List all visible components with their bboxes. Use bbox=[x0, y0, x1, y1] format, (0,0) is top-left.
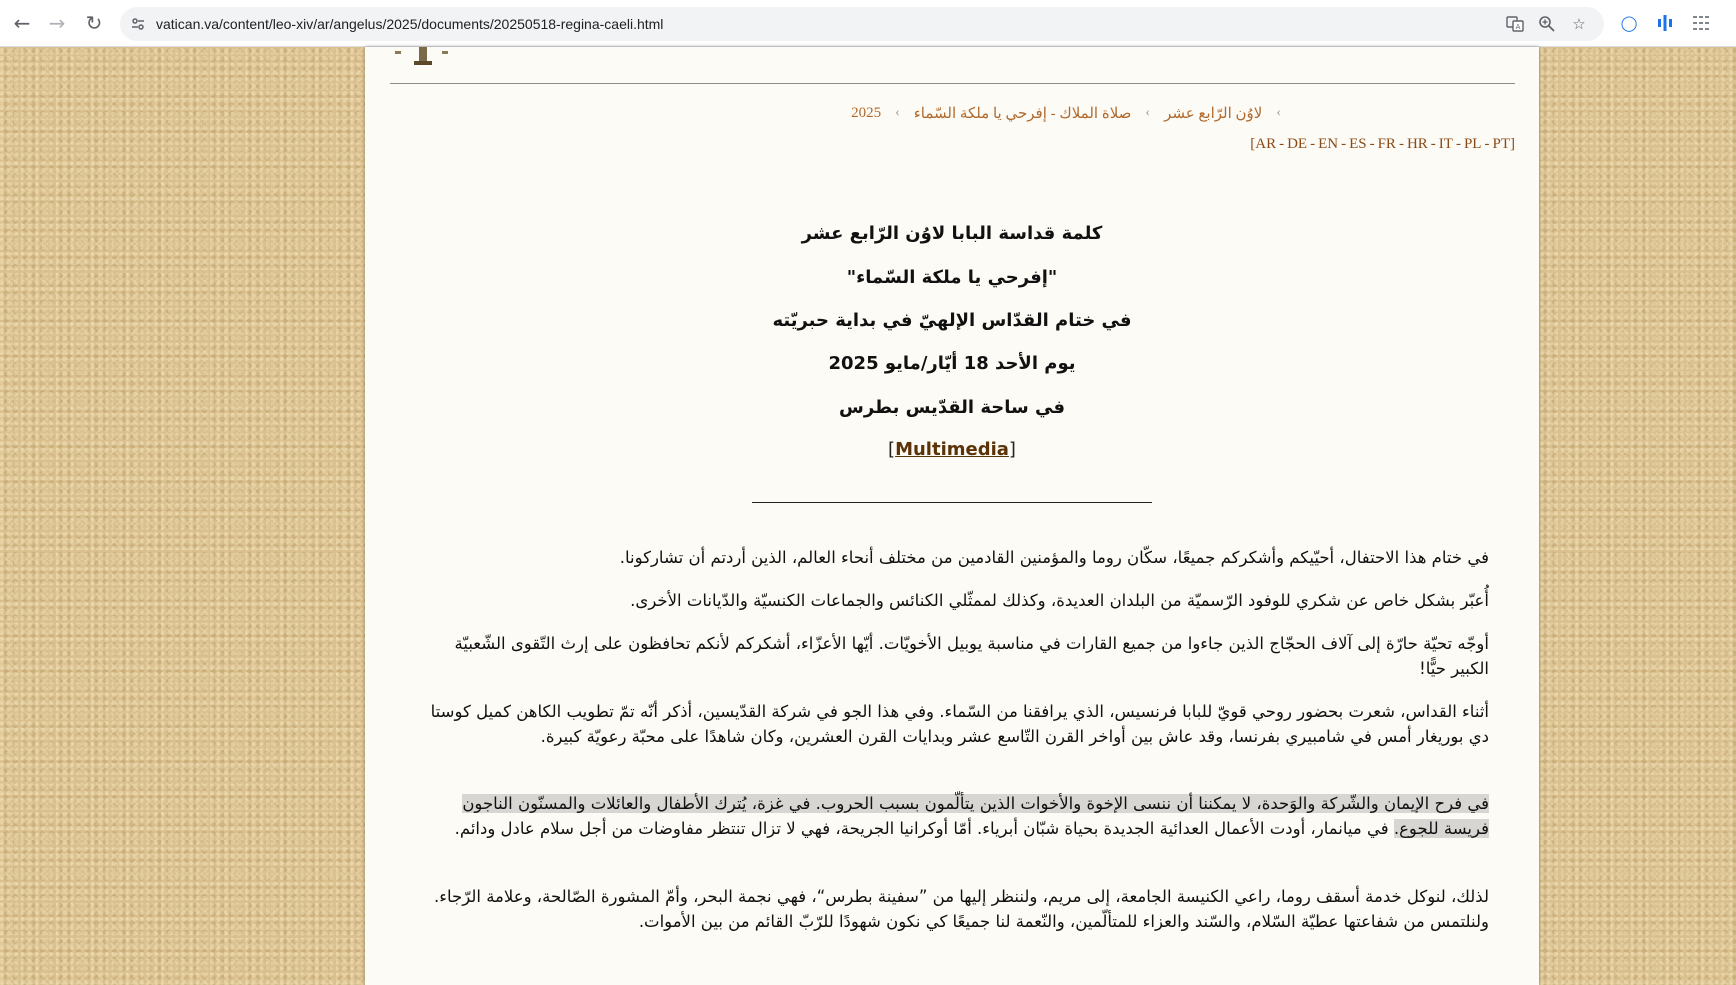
paragraph-5-rest: في ميانمار، أودت الأعمال العدائية الجديدة بحياة شبّان أبرياء. أمّا أوكرانيا الجريحة، فهي لا تزال تنتظر مفاوضات من أجل سلام عادل ودائم. bbox=[454, 819, 1394, 838]
lang-es[interactable]: ES bbox=[1349, 136, 1367, 152]
chevron-left-icon: ‹ bbox=[1145, 105, 1151, 120]
extension-grid-icon[interactable] bbox=[1688, 10, 1714, 36]
forward-icon[interactable]: → bbox=[48, 11, 66, 35]
translate-icon[interactable] bbox=[1502, 11, 1528, 37]
lang-hr[interactable]: HR bbox=[1406, 136, 1428, 152]
chevron-left-icon: ‹ bbox=[895, 105, 900, 120]
extension-shield-icon[interactable]: ◯ bbox=[1620, 14, 1638, 32]
breadcrumb-angelus[interactable]: صلاة الملاك - إفرحي يا ملكة السّماء bbox=[913, 105, 1132, 122]
paragraph-1: في ختام هذا الاحتفال، أحيّيكم وأشكركم جميعًا، سكّان روما والمؤمنين القادمين من مختلف أنحاء العالم، الذين أردتم أن تشاركونا. bbox=[619, 548, 1489, 567]
url-text[interactable]: vatican.va/content/leo-xiv/ar/angelus/2025/documents/20250518-regina-caeli.html bbox=[156, 16, 664, 32]
bookmark-star-icon[interactable]: ☆ bbox=[1572, 15, 1586, 33]
title-line-2: "إفرحي يا ملكة السّماء" bbox=[846, 267, 1058, 288]
breadcrumb-pope[interactable]: لاوُن الرّابع عشر bbox=[1164, 105, 1263, 122]
back-icon[interactable]: ← bbox=[13, 11, 31, 35]
zoom-icon[interactable] bbox=[1534, 11, 1560, 37]
title-location: في ساحة القدّيس بطرس bbox=[839, 397, 1065, 418]
svg-text:A: A bbox=[1515, 23, 1521, 31]
lang-de[interactable]: DE bbox=[1287, 136, 1308, 152]
lang-pt[interactable]: PT bbox=[1492, 136, 1510, 152]
lang-it[interactable]: IT bbox=[1438, 136, 1453, 152]
browser-toolbar bbox=[0, 0, 1736, 47]
lang-ar[interactable]: AR bbox=[1255, 136, 1277, 152]
header-divider bbox=[390, 83, 1515, 84]
page-content bbox=[365, 47, 1539, 985]
title-line-3: في ختام القدّاس الإلهيّ في بداية حبريّته bbox=[772, 310, 1132, 331]
paragraph-2: أُعبّر بشكل خاص عن شكري للوفود الرّسميّة من البلدان العديدة، وكذلك لممثّلي الكنائس والجماعات الكنسيّة والدّيانات الأخرى. bbox=[630, 591, 1489, 610]
language-selector: [AR - DE - EN - ES - FR - HR - IT - PL - PT] bbox=[1250, 136, 1515, 152]
lang-pl[interactable]: PL bbox=[1463, 136, 1482, 152]
title-separator bbox=[752, 502, 1152, 503]
title-date: يوم الأحد 18 أيّار/مايو 2025 bbox=[828, 353, 1076, 374]
reload-icon[interactable]: ↻ bbox=[85, 11, 103, 35]
breadcrumb-year[interactable]: 2025 bbox=[851, 104, 882, 121]
extension-audio-icon[interactable] bbox=[1652, 10, 1678, 36]
multimedia-link-wrapper: [Multimedia] bbox=[888, 439, 1016, 460]
site-info-icon[interactable] bbox=[126, 12, 150, 36]
multimedia-link[interactable]: Multimedia bbox=[895, 439, 1009, 460]
address-bar[interactable] bbox=[120, 7, 1604, 41]
lang-en[interactable]: EN bbox=[1318, 136, 1339, 152]
selected-text-highlight[interactable]: في فرح الإيمان والشّركة والوَحدة، لا يمكننا أن ننسى الإخوة والأخوات الذين يتألّمون بسبب الحروب. في غزة، يُترك الأطفال والعائلات والمسنّون الناجون فريسة للجوع. bbox=[462, 794, 1489, 838]
lang-fr[interactable]: FR bbox=[1377, 136, 1396, 152]
breadcrumb bbox=[851, 101, 1295, 125]
vatican-logo-icon[interactable] bbox=[392, 47, 452, 67]
paragraph-4: أثناء القداس، شعرت بحضور روحي قويّ للبابا فرنسيس، الذي يرافقنا من السّماء. وفي هذا الجو في شركة القدّيسين، أذكر أنّه تمّ تطويب الكاهن كميل كوستا دي بوريغار أمس في شامبيري بفرنسا، وقد عاش بين أواخر القرن التّاسع عشر وبدايات القرن العشرين، وكان شاهدًا على محبّة رعويّة كبيرة. bbox=[430, 702, 1489, 746]
paragraph-6: لذلك، لنوكل خدمة أسقف روما، راعي الكنيسة الجامعة، إلى مريم، ولننظر إليها من ”سفينة بطرس“، فهي نجمة البحر، وأمّ المشورة الصّالحة، وعلامة الرّجاء. ولنلتمس من شفاعتها عطيّة السّلام، والسّند والعزاء للمتألّمين، والنّعمة لنا جميعًا كي نكون شهودًا للرّبّ القائم من بين الأموات. bbox=[434, 887, 1489, 931]
title-line-1: كلمة قداسة البابا لاوُن الرّابع عشر bbox=[801, 223, 1103, 244]
chevron-left-icon: ‹ bbox=[1276, 105, 1281, 120]
paragraph-3: أوجّه تحيّة حارّة إلى آلاف الحجّاج الذين جاءوا من جميع القارات في مناسبة يوبيل الأخويّات. أيّها الأعزّاء، أشكركم لأنكم تحافظون على إرث التّقوى الشّعبيّة الكبير حيًّا! bbox=[454, 634, 1489, 678]
paragraph-5 bbox=[417, 791, 1489, 841]
